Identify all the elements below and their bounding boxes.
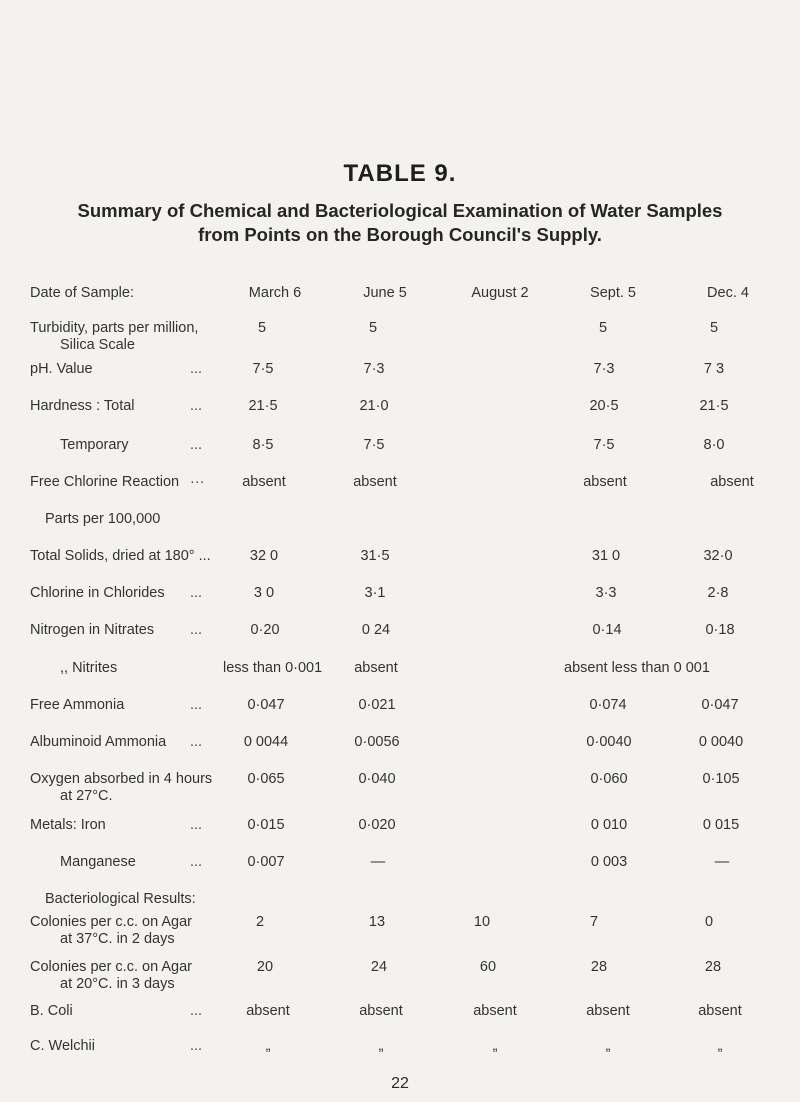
leader-dots: ... bbox=[190, 622, 203, 638]
row-label-albuminoid-ammonia: Albuminoid Ammonia bbox=[30, 734, 167, 750]
ph-jun: 7·3 bbox=[363, 361, 385, 377]
section-heading-bacteriological: Bacteriological Results: bbox=[45, 891, 196, 907]
ph-sep: 7·3 bbox=[593, 361, 615, 377]
leader-dots: ... bbox=[190, 817, 203, 833]
row-label-colonies-37: Colonies per c.c. on Agar bbox=[30, 914, 193, 930]
date-august: August 2 bbox=[471, 285, 529, 301]
row-label-hardness-total: Hardness : Total bbox=[30, 398, 135, 414]
oxygen-sep: 0·060 bbox=[590, 771, 628, 787]
colonies20-mar: 20 bbox=[256, 959, 274, 975]
total-solids-mar: 32 0 bbox=[249, 548, 279, 564]
hardness-total-jun: 21·0 bbox=[359, 398, 389, 414]
turbidity-jun: 5 bbox=[368, 320, 378, 336]
free-ammonia-sep: 0·074 bbox=[589, 697, 627, 713]
hardness-total-dec: 21·5 bbox=[699, 398, 729, 414]
hardness-temp-jun: 7·5 bbox=[363, 437, 385, 453]
colonies20-dec: 28 bbox=[704, 959, 722, 975]
row-label-hardness-temporary: Temporary bbox=[60, 437, 129, 453]
nitrates-sep: 0·14 bbox=[592, 622, 622, 638]
leader-dots: ... bbox=[190, 854, 203, 870]
row-label-colonies-37-2: at 37°C. in 2 days bbox=[60, 931, 175, 947]
alb-ammonia-jun: 0·0056 bbox=[354, 734, 400, 750]
oxygen-dec: 0·105 bbox=[702, 771, 740, 787]
row-label-oxygen-2: at 27°C. bbox=[60, 788, 113, 804]
hardness-temp-dec: 8·0 bbox=[703, 437, 725, 453]
date-sept: Sept. 5 bbox=[590, 285, 636, 301]
hardness-temp-sep: 7·5 bbox=[593, 437, 615, 453]
date-march: March 6 bbox=[248, 285, 302, 301]
iron-mar: 0·015 bbox=[247, 817, 285, 833]
manganese-jun: — bbox=[370, 854, 386, 870]
total-solids-dec: 32·0 bbox=[703, 548, 733, 564]
colonies37-aug: 10 bbox=[473, 914, 491, 930]
row-label-b-coli: B. Coli bbox=[30, 1003, 73, 1019]
hardness-total-mar: 21·5 bbox=[248, 398, 278, 414]
chlorine-reaction-jun: absent bbox=[353, 474, 397, 490]
cwelchii-aug: „ bbox=[492, 1038, 498, 1054]
leader-dots: ... bbox=[190, 361, 203, 377]
cwelchii-sep: „ bbox=[605, 1038, 611, 1054]
manganese-sep: 0 003 bbox=[590, 854, 628, 870]
colonies20-jun: 24 bbox=[370, 959, 388, 975]
alb-ammonia-dec: 0 0040 bbox=[698, 734, 744, 750]
iron-jun: 0·020 bbox=[358, 817, 396, 833]
chlorine-reaction-sep: absent bbox=[583, 474, 627, 490]
total-solids-jun: 31·5 bbox=[360, 548, 390, 564]
chlorides-jun: 3·1 bbox=[364, 585, 386, 601]
ph-mar: 7·5 bbox=[252, 361, 274, 377]
row-label-turbidity-2: Silica Scale bbox=[60, 337, 135, 353]
colonies20-aug: 60 bbox=[479, 959, 497, 975]
section-heading-parts: Parts per 100,000 bbox=[45, 511, 161, 527]
iron-sep: 0 010 bbox=[590, 817, 628, 833]
row-label-oxygen: Oxygen absorbed in 4 hours bbox=[30, 771, 213, 787]
alb-ammonia-mar: 0 0044 bbox=[243, 734, 289, 750]
nitrates-jun: 0 24 bbox=[361, 622, 391, 638]
ph-dec: 7 3 bbox=[703, 361, 725, 377]
table-title: TABLE 9. bbox=[343, 160, 457, 187]
row-label-chlorine-reaction: Free Chlorine Reaction bbox=[30, 474, 180, 490]
row-label-colonies-20-2: at 20°C. in 3 days bbox=[60, 976, 175, 992]
alb-ammonia-sep: 0·0040 bbox=[586, 734, 632, 750]
bcoli-mar: absent bbox=[246, 1003, 290, 1019]
row-label-free-ammonia: Free Ammonia bbox=[30, 697, 125, 713]
row-label-total-solids: Total Solids, dried at 180° ... bbox=[30, 548, 211, 564]
iron-dec: 0 015 bbox=[702, 817, 740, 833]
leader-dots: ··· bbox=[190, 474, 205, 490]
colonies37-mar: 2 bbox=[255, 914, 265, 930]
free-ammonia-jun: 0·021 bbox=[358, 697, 396, 713]
date-header-label: Date of Sample: bbox=[30, 285, 134, 301]
nitrites-mar: less than 0·001 bbox=[223, 660, 323, 676]
bcoli-sep: absent bbox=[586, 1003, 630, 1019]
turbidity-dec: 5 bbox=[709, 320, 719, 336]
leader-dots: ... bbox=[190, 398, 203, 414]
date-dec: Dec. 4 bbox=[707, 285, 749, 301]
oxygen-mar: 0·065 bbox=[247, 771, 285, 787]
row-label-turbidity: Turbidity, parts per million, bbox=[30, 320, 199, 336]
nitrates-dec: 0·18 bbox=[705, 622, 735, 638]
chlorides-dec: 2·8 bbox=[707, 585, 729, 601]
hardness-total-sep: 20·5 bbox=[589, 398, 619, 414]
turbidity-mar: 5 bbox=[257, 320, 267, 336]
bcoli-jun: absent bbox=[359, 1003, 403, 1019]
nitrites-jun: absent bbox=[354, 660, 398, 676]
leader-dots: ... bbox=[190, 697, 203, 713]
subtitle-line-2: from Points on the Borough Council's Supply. bbox=[198, 224, 602, 245]
colonies37-sep: 7 bbox=[589, 914, 599, 930]
manganese-dec: — bbox=[714, 854, 730, 870]
hardness-temp-mar: 8·5 bbox=[252, 437, 274, 453]
row-label-iron: Metals: Iron bbox=[30, 817, 106, 833]
oxygen-jun: 0·040 bbox=[358, 771, 396, 787]
chlorine-reaction-dec: absent bbox=[710, 474, 754, 490]
cwelchii-jun: „ bbox=[378, 1038, 384, 1054]
row-label-nitrates: Nitrogen in Nitrates bbox=[30, 622, 155, 638]
leader-dots: ... bbox=[190, 1003, 203, 1019]
row-label-colonies-20: Colonies per c.c. on Agar bbox=[30, 959, 193, 975]
colonies37-dec: 0 bbox=[704, 914, 714, 930]
row-label-nitrites: ,, Nitrites bbox=[60, 660, 118, 676]
free-ammonia-mar: 0·047 bbox=[247, 697, 285, 713]
subtitle-line-1: Summary of Chemical and Bacteriological Examination of Water Samples bbox=[77, 200, 723, 221]
row-label-chlorides: Chlorine in Chlorides bbox=[30, 585, 165, 601]
page-number: 22 bbox=[391, 1075, 409, 1092]
free-ammonia-dec: 0·047 bbox=[701, 697, 739, 713]
manganese-mar: 0·007 bbox=[247, 854, 285, 870]
bcoli-aug: absent bbox=[473, 1003, 517, 1019]
chlorine-reaction-mar: absent bbox=[242, 474, 286, 490]
leader-dots: ... bbox=[190, 585, 203, 601]
chlorides-mar: 3 0 bbox=[253, 585, 275, 601]
cwelchii-mar: „ bbox=[265, 1038, 271, 1054]
colonies37-jun: 13 bbox=[368, 914, 386, 930]
chlorides-sep: 3·3 bbox=[595, 585, 617, 601]
row-label-c-welchii: C. Welchii bbox=[30, 1038, 95, 1054]
colonies20-sep: 28 bbox=[590, 959, 608, 975]
total-solids-sep: 31 0 bbox=[591, 548, 621, 564]
nitrites-sep-dec: absent less than 0 001 bbox=[564, 660, 710, 676]
leader-dots: ... bbox=[190, 437, 203, 453]
leader-dots: ... bbox=[190, 1038, 203, 1054]
row-label-ph: pH. Value bbox=[30, 361, 93, 377]
date-june: June 5 bbox=[363, 285, 407, 301]
cwelchii-dec: „ bbox=[717, 1038, 723, 1054]
leader-dots: ... bbox=[190, 734, 203, 750]
row-label-manganese: Manganese bbox=[60, 854, 136, 870]
bcoli-dec: absent bbox=[698, 1003, 742, 1019]
turbidity-sep: 5 bbox=[598, 320, 608, 336]
nitrates-mar: 0·20 bbox=[250, 622, 280, 638]
